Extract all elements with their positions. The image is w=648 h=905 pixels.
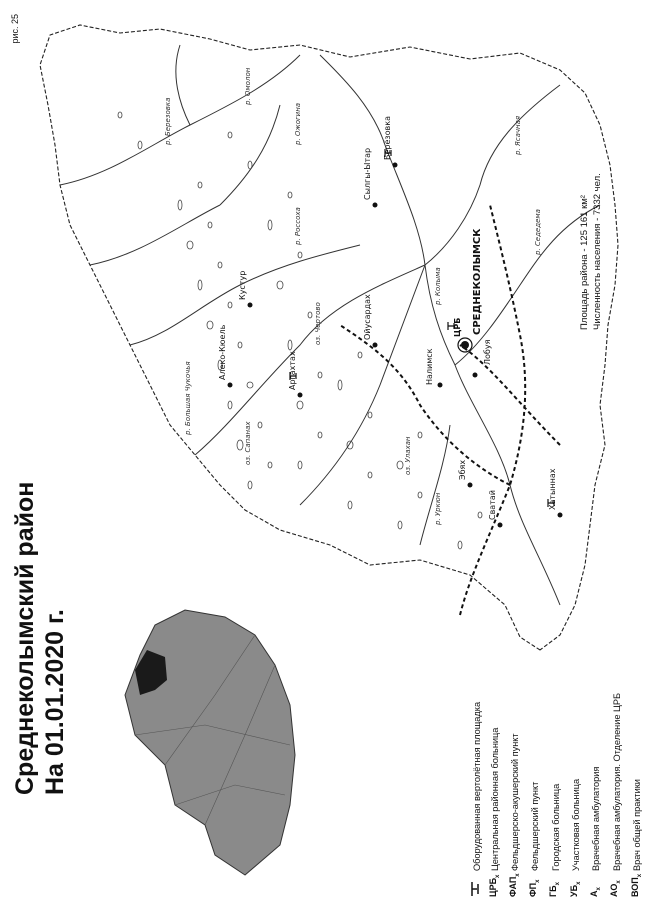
legend-abbr: А: [588, 890, 599, 897]
legend-row: [470, 567, 486, 897]
settlement-label: Алеко-Кюель: [218, 324, 227, 380]
settlement-marker: [438, 383, 443, 388]
inset-map: [95, 595, 310, 895]
title-line-1: Среднеколымский район: [11, 481, 39, 795]
settlement-marker: [473, 373, 478, 378]
legend-text: Врачебная амбулатория: [591, 766, 602, 871]
legend-abbr: ВОП: [629, 877, 640, 897]
settlement-marker: [393, 163, 398, 168]
settlement-marker: [461, 341, 469, 349]
settlement-marker: [468, 483, 473, 488]
page-title: [10, 482, 70, 795]
legend-text: Оборудованная вертолётная площадка: [472, 701, 482, 871]
settlement-label: Налимск: [425, 348, 434, 385]
settlement-label: Ойусардах: [363, 294, 372, 340]
legend-row: [546, 567, 566, 897]
hydro-label: р. Ожогина: [294, 102, 302, 145]
legend-sub: х: [575, 881, 582, 885]
legend: [470, 567, 648, 897]
district-stats: [578, 173, 604, 330]
legend-abbr: ФП: [528, 882, 539, 897]
population-text: Численность населения - 7332 чел.: [592, 173, 603, 330]
hydro-label: р. Уркюн: [434, 492, 442, 525]
legend-abbr: ГБ: [548, 885, 559, 897]
hydro-label: оз. Чертово: [314, 302, 322, 345]
legend-row: [506, 567, 526, 897]
legend-sub: х: [616, 880, 623, 884]
legend-row: [587, 567, 607, 897]
legend-text: Врачебная амбулатория. Отделение ЦРБ: [611, 693, 622, 871]
settlement-label: Хатыннах: [548, 468, 557, 510]
district-boundary: [40, 25, 618, 650]
legend-text: Городская больница: [550, 783, 561, 871]
capital-label: СРЕДНЕКОЛЫМСК: [472, 228, 483, 335]
roads: [340, 205, 560, 615]
settlement-label: Эбях: [458, 459, 467, 480]
settlement-marker: [373, 343, 378, 348]
legend-abbr: АО: [609, 883, 620, 897]
hydro-label: р. Березовка: [164, 97, 172, 145]
legend-row: [628, 567, 648, 897]
legend-text: Фельдшерский пункт: [530, 781, 541, 871]
helipads: [290, 149, 554, 507]
legend-row: [567, 567, 587, 897]
hydro-labels: [164, 67, 542, 526]
settlement-label: Аргахтах: [288, 351, 297, 390]
legend-abbr: ФАП: [507, 876, 518, 897]
settlement-label: Лобуя: [483, 339, 492, 365]
settlement-label: Сватай: [488, 490, 497, 520]
area-text: Площадь района - 125 161 км²: [579, 195, 590, 330]
legend-text: Участковая больница: [571, 778, 582, 871]
settlement-label: Сылгы-Ытар: [363, 147, 372, 200]
legend-text: Фельдшерско-акушерский пункт: [510, 733, 521, 871]
region-outline: [125, 610, 295, 875]
legend-abbr: ЦРБ: [487, 877, 498, 897]
settlement-label: Берёзовка: [383, 115, 392, 160]
capital-facility: ЦРБ: [453, 317, 462, 337]
settlement-marker: [298, 393, 303, 398]
figure-number: рис. 25: [10, 14, 20, 44]
hydro-label: р. Омолон: [244, 67, 252, 105]
legend-abbr: УБ: [568, 884, 579, 897]
settlement-marker: [373, 203, 378, 208]
settlement-marker: [228, 383, 233, 388]
hydro-label: оз. Сапанах: [244, 421, 252, 465]
legend-sub: х: [494, 874, 501, 878]
legend-sub: х: [595, 887, 602, 891]
legend-text: Врач общей практики: [631, 779, 642, 871]
lakes: [118, 112, 482, 549]
legend-sub: х: [534, 879, 541, 883]
settlement-marker: [248, 303, 253, 308]
hydro-label: р. Россоха: [294, 207, 302, 245]
settlement-marker: [558, 513, 563, 518]
hydro-label: р. Колыма: [434, 267, 442, 305]
legend-sub: х: [514, 873, 521, 877]
legend-text: Центральная районная больница: [489, 727, 500, 871]
settlement-label: Кустур: [238, 270, 247, 300]
legend-sub: х: [636, 873, 643, 878]
hydro-label: оз. Улахан: [404, 436, 412, 475]
legend-row: [607, 567, 627, 897]
legend-row: [526, 567, 546, 897]
hydro-label: р. Большая Чукочья: [184, 361, 192, 435]
settlement-labels: [218, 116, 557, 520]
hydro-label: р. Седедема: [534, 209, 542, 255]
settlement-marker: [498, 523, 503, 528]
legend-row: [486, 567, 506, 897]
helicopter-icon: [470, 871, 486, 897]
title-line-2: На 01.01.2020 г.: [41, 609, 69, 795]
hydro-label: р. Ясачная: [514, 115, 522, 155]
legend-sub: х: [555, 882, 562, 886]
